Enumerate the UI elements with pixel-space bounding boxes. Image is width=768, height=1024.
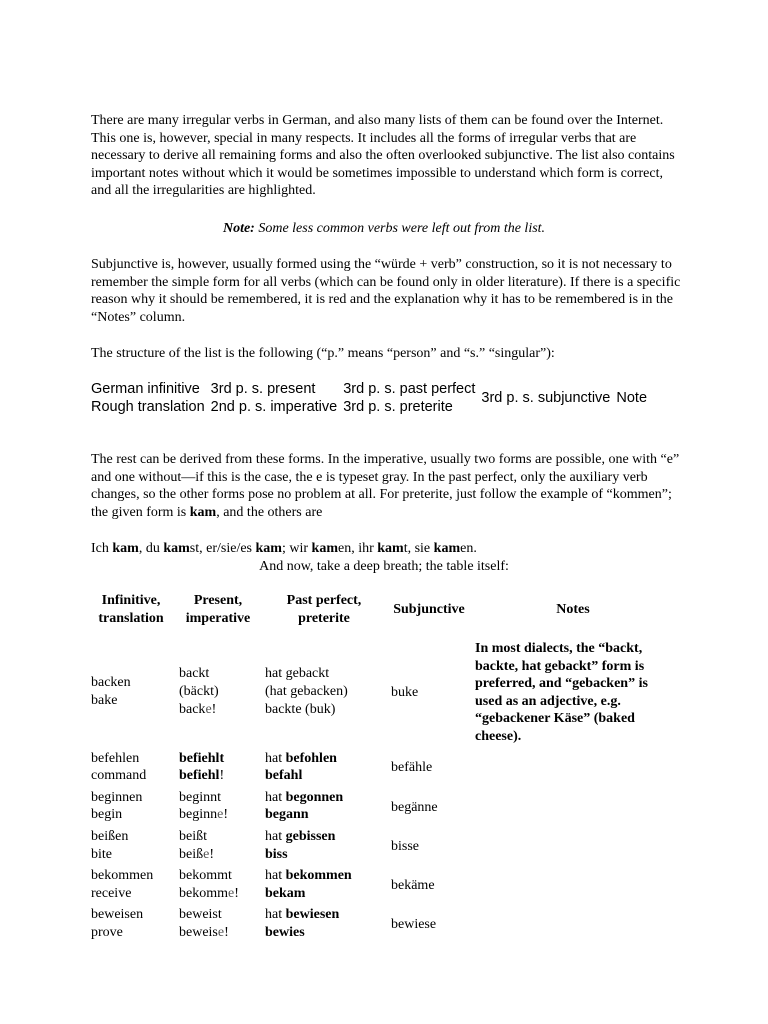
present-form: befiehlt bbox=[179, 750, 225, 766]
present-cell bbox=[175, 787, 261, 826]
subjunctive-paragraph: Subjunctive is, however, usually formed using the “würde + verb” construction, so it is not necessary to remember the simple form for all verbs (which can be found only in older literature). If there is a specific reason why it should be remembered, it is red and the explanation why it has to be remembered is in the “Notes” column. bbox=[91, 257, 681, 325]
conj-text: t, sie bbox=[403, 541, 434, 556]
conj-stem: kam bbox=[163, 541, 190, 556]
imperative-optional-e: e bbox=[228, 885, 235, 901]
structure-paragraph: The structure of the list is the following (“p.” means “person” and “s.” “singular”): bbox=[91, 346, 555, 361]
auxiliary-verb: hat bbox=[265, 750, 286, 766]
header-text: imperative bbox=[185, 611, 251, 626]
infinitive: backen bbox=[91, 675, 131, 691]
past-perfect-cell bbox=[261, 865, 387, 904]
notes-cell bbox=[471, 865, 675, 904]
header-text: translation bbox=[98, 611, 164, 626]
imperative-optional-e: e bbox=[217, 924, 225, 940]
translation: receive bbox=[91, 885, 132, 901]
imperative-stem: bekomm bbox=[179, 885, 228, 901]
imperative-mark: ! bbox=[211, 701, 217, 717]
imperative-stem: beweis bbox=[179, 924, 218, 940]
legend-subjunctive: 3rd p. s. subjunctive bbox=[481, 390, 611, 406]
past-perfect-cell bbox=[261, 748, 387, 787]
imperative-mark: ! bbox=[209, 846, 214, 862]
imperative-optional-e: e bbox=[205, 701, 212, 717]
legend-rough-translation: Rough translation bbox=[91, 399, 205, 415]
past-perfect-cell bbox=[261, 904, 387, 943]
conj-text: Ich bbox=[91, 541, 113, 556]
present-form: beweist bbox=[179, 907, 222, 923]
imperative-mark: ! bbox=[224, 924, 229, 940]
imperative-mark: ! bbox=[219, 768, 225, 784]
conj-stem: kam bbox=[255, 541, 282, 556]
preterite-form: bekam bbox=[265, 885, 306, 901]
past-perfect-form bbox=[265, 906, 383, 924]
conj-text: ; wir bbox=[281, 541, 312, 556]
conj-text: st, er/sie/es bbox=[189, 541, 256, 556]
present-cell bbox=[175, 904, 261, 943]
header-text: preterite bbox=[298, 611, 350, 626]
imperative-stem: beiß bbox=[179, 846, 204, 862]
subjunctive-cell: buke bbox=[391, 684, 419, 700]
present-cell bbox=[175, 748, 261, 787]
legend-preterite: 3rd p. s. preterite bbox=[343, 399, 453, 415]
table-row bbox=[87, 865, 675, 904]
preterite-form: bewies bbox=[265, 924, 305, 940]
translation: bake bbox=[91, 692, 118, 708]
note-label: Note: bbox=[222, 221, 255, 236]
legend-past-perfect: 3rd p. s. past perfect bbox=[343, 381, 476, 397]
conj-stem: kam bbox=[377, 541, 404, 556]
imperative-form bbox=[179, 701, 257, 719]
present-cell bbox=[175, 636, 261, 748]
note-text: Some less common verbs were left out from the list. bbox=[254, 221, 546, 236]
legend-german-infinitive: German infinitive bbox=[91, 381, 200, 397]
header-present bbox=[175, 584, 261, 636]
translation: begin bbox=[91, 807, 123, 823]
conj-text: en. bbox=[460, 541, 477, 556]
explanation-end: , and the others are bbox=[216, 504, 323, 520]
header-text: Infinitive, bbox=[101, 593, 161, 609]
legend-present: 3rd p. s. present bbox=[210, 381, 316, 397]
imperative-mark: ! bbox=[234, 885, 239, 901]
infinitive-cell bbox=[87, 636, 175, 748]
present-form: beißt bbox=[179, 828, 207, 844]
conjugation-example bbox=[91, 540, 681, 558]
conj-stem: kam bbox=[112, 541, 139, 556]
imperative-stem: befiehl bbox=[179, 768, 220, 784]
present-cell bbox=[175, 826, 261, 865]
imperative-mark: ! bbox=[223, 807, 228, 823]
header-notes: Notes bbox=[556, 602, 590, 618]
auxiliary-verb: hat bbox=[265, 868, 286, 884]
infinitive-cell bbox=[87, 826, 175, 865]
infinitive: befehlen bbox=[91, 750, 140, 766]
subjunctive-cell: befähle bbox=[391, 760, 433, 776]
imperative-form bbox=[179, 885, 257, 903]
translation: command bbox=[91, 768, 147, 784]
participle: gebissen bbox=[285, 828, 336, 844]
infinitive: bekommen bbox=[91, 868, 154, 884]
infinitive-cell bbox=[87, 865, 175, 904]
table-row bbox=[87, 826, 675, 865]
imperative-form bbox=[179, 924, 257, 942]
auxiliary-verb: hat bbox=[265, 828, 286, 844]
header-subjunctive: Subjunctive bbox=[393, 602, 465, 618]
participle: bekommen bbox=[285, 868, 352, 884]
auxiliary-verb: hat bbox=[265, 907, 286, 923]
present-form: backt bbox=[179, 666, 210, 682]
imperative-stem: back bbox=[179, 701, 206, 717]
explanation-text: The rest can be derived from these forms. In the imperative, usually two forms are possible, one with “e” and one without—if this is the case, the e is typeset gray. In the past perfect, only the auxiliary verb changes, so the other forms pose no problem at all. For preterite, just follow the example of “kommen”; the given form is bbox=[91, 452, 680, 520]
note-line bbox=[0, 220, 768, 238]
imperative-form bbox=[179, 806, 257, 824]
header-past-perfect bbox=[261, 584, 387, 636]
present-cell bbox=[175, 865, 261, 904]
explanation-paragraph bbox=[91, 451, 681, 521]
subjunctive-cell: bekäme bbox=[391, 877, 435, 893]
table-row bbox=[87, 904, 675, 943]
table-intro-line: And now, take a deep breath; the table itself: bbox=[259, 559, 509, 574]
participle: befohlen bbox=[285, 750, 337, 766]
legend-note: Note bbox=[616, 390, 648, 406]
conj-stem: kam bbox=[433, 541, 461, 556]
explanation-bold-kam: kam bbox=[189, 504, 217, 520]
infinitive-cell bbox=[87, 787, 175, 826]
auxiliary-verb: hat bbox=[265, 789, 286, 805]
table-row bbox=[87, 636, 675, 748]
conj-text: , du bbox=[138, 541, 164, 556]
participle: bewiesen bbox=[285, 907, 340, 923]
past-perfect-cell bbox=[261, 826, 387, 865]
past-perfect-form: hat gebackt bbox=[265, 666, 330, 682]
imperative-optional-e: e bbox=[203, 846, 210, 862]
subjunctive-cell: bewiese bbox=[391, 917, 437, 933]
notes-cell bbox=[471, 904, 675, 943]
preterite-form: befahl bbox=[265, 768, 303, 784]
verb-table bbox=[87, 584, 675, 944]
past-perfect-form bbox=[265, 789, 383, 807]
header-text: Past perfect, bbox=[286, 593, 362, 609]
subjunctive-cell: begänne bbox=[391, 799, 438, 815]
notes-cell bbox=[471, 826, 675, 865]
conj-stem: kam bbox=[311, 541, 338, 556]
table-header-row bbox=[87, 584, 675, 636]
notes-cell: In most dialects, the “backt, backte, hat gebackt” form is preferred, and “gebacken” is used as an adjective, e.g. “gebackener Käse” (baked cheese). bbox=[475, 641, 648, 744]
preterite-form: biss bbox=[265, 846, 288, 862]
translation: bite bbox=[91, 846, 112, 862]
preterite-form: backte (buk) bbox=[265, 701, 336, 717]
conj-text: en, ihr bbox=[337, 541, 378, 556]
infinitive: beginnen bbox=[91, 789, 143, 805]
infinitive: beißen bbox=[91, 828, 129, 844]
past-perfect-cell bbox=[261, 787, 387, 826]
imperative-form bbox=[179, 767, 257, 785]
table-row bbox=[87, 748, 675, 787]
present-form: beginnt bbox=[179, 789, 221, 805]
subjunctive-cell: bisse bbox=[391, 838, 419, 854]
present-form: bekommt bbox=[179, 868, 232, 884]
past-perfect-form-alt: (hat gebacken) bbox=[265, 683, 348, 699]
header-text: Present, bbox=[193, 593, 243, 609]
intro-paragraph: There are many irregular verbs in German, and also many lists of them can be found over the Internet. This one is, however, special in many respects. It includes all the forms of irregular verbs that are necessary to derive all remaining forms and also the often overlooked subjunctive. The list also contains important notes without which it would be sometimes impossible to understand which form is correct, and all the irregularities are highlighted. bbox=[91, 113, 675, 199]
notes-cell bbox=[471, 748, 675, 787]
imperative-optional-e: e bbox=[217, 807, 224, 823]
past-perfect-form bbox=[265, 867, 383, 885]
past-perfect-form bbox=[265, 750, 383, 768]
preterite-form: begann bbox=[265, 807, 309, 823]
present-form-alt: (bäckt) bbox=[179, 683, 219, 699]
translation: prove bbox=[91, 924, 123, 940]
imperative-form bbox=[179, 846, 257, 864]
structure-legend bbox=[91, 380, 653, 416]
past-perfect-form bbox=[265, 828, 383, 846]
notes-cell bbox=[471, 787, 675, 826]
infinitive-cell bbox=[87, 748, 175, 787]
legend-imperative: 2nd p. s. imperative bbox=[210, 399, 338, 415]
infinitive: beweisen bbox=[91, 907, 144, 923]
infinitive-cell bbox=[87, 904, 175, 943]
participle: begonnen bbox=[285, 789, 344, 805]
past-perfect-cell bbox=[261, 636, 387, 748]
table-row bbox=[87, 787, 675, 826]
imperative-stem: beginn bbox=[179, 807, 218, 823]
header-infinitive bbox=[87, 584, 175, 636]
